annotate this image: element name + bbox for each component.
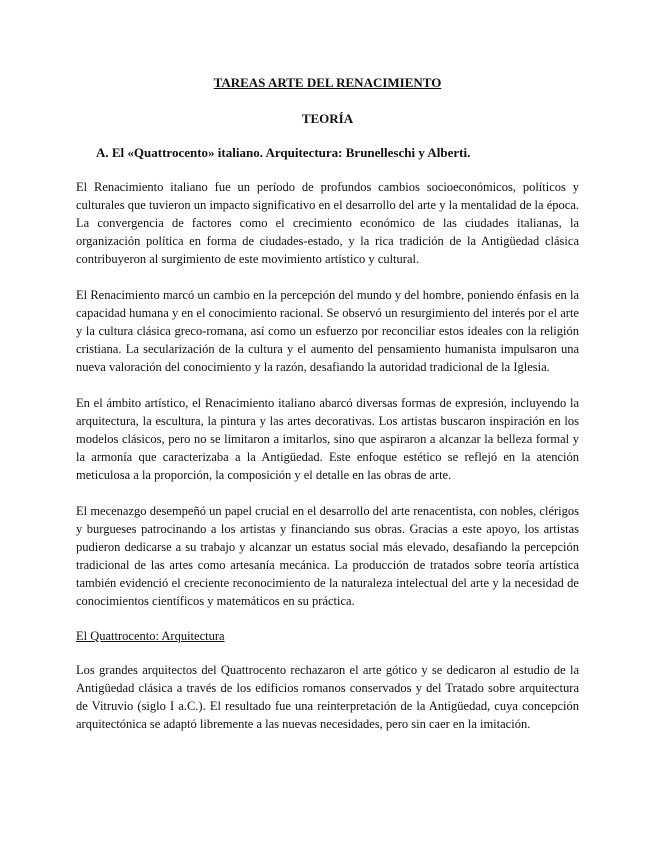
sub-heading: El Quattrocento: Arquitectura — [76, 629, 225, 643]
paragraph-1: El Renacimiento italiano fue un período de profundos cambios socioeconómicos, políticos y culturales que tuvieron un impacto significativo en el desarrollo del arte y la mentalidad de la época. La convergencia de factores como el crecimiento económico de las ciudades italianas, la organización política en forma de ciudades-estado, y la rica tradición de la Antigüedad clásica contribuyeron al surgimiento de este movimiento artístico y cultural. — [76, 180, 579, 266]
paragraph-3: En el ámbito artístico, el Renacimiento italiano abarcó diversas formas de expresión, incluyendo la arquitectura, la escultura, la pintura y las artes decorativas. Los artistas buscaron inspiración en los modelos clásicos, pero no se limitaron a imitarlos, sino que aspiraron a alcanzar la belleza formal y la armonía que caracterizaba a la Antigüedad. Este enfoque estético se reflejó en la atención meticulosa a la proporción, la composición y el detalle en las obras de arte. — [76, 396, 579, 482]
paragraph-2: El Renacimiento marcó un cambio en la percepción del mundo y del hombre, poniendo énfasis en la capacidad humana y en el conocimiento racional. Se observó un resurgimiento del interés por el arte y la cultura clásica greco-romana, así como un esfuerzo por reconciliar estos ideales con la religión cristiana. La secularización de la cultura y el aumento del pensamiento humanista impulsaron una nueva valoración del conocimiento y la razón, desafiando la autoridad tradicional de la Iglesia. — [76, 288, 579, 374]
closing-paragraph: Los grandes arquitectos del Quattrocento rechazaron el arte gótico y se dedicaron al estudio de la Antigüedad clásica a través de los edificios romanos conservados y del Tratado sobre arquitectura de Vitruvio (siglo I a.C.). El resultado fue una reinterpretación de la Antigüedad, cuya concepción arquitectónica se adaptó libremente a las nuevas necesidades, pero sin caer en la imitación. — [76, 663, 579, 731]
section-heading: A. El «Quattrocento» italiano. Arquitectura: Brunelleschi y Alberti. — [96, 145, 471, 160]
document-page — [76, 74, 579, 733]
document-subtitle: TEORÍA — [301, 111, 354, 126]
document-title: TAREAS ARTE DEL RENACIMIENTO — [213, 75, 442, 90]
paragraph-4: El mecenazgo desempeñó un papel crucial en el desarrollo del arte renacentista, con nobles, clérigos y burgueses patrocinando a los artistas y financiando sus obras. Gracias a este apoyo, los artistas pudieron dedicarse a su trabajo y alcanzar un estatus social más elevado, desafiando la percepción tradicional de las artes como artesanía mecánica. La producción de tratados sobre teoría artística también evidenció el creciente reconocimiento de la naturaleza intelectual del arte y la necesidad de conocimientos científicos y matemáticos en su práctica. — [76, 504, 579, 608]
